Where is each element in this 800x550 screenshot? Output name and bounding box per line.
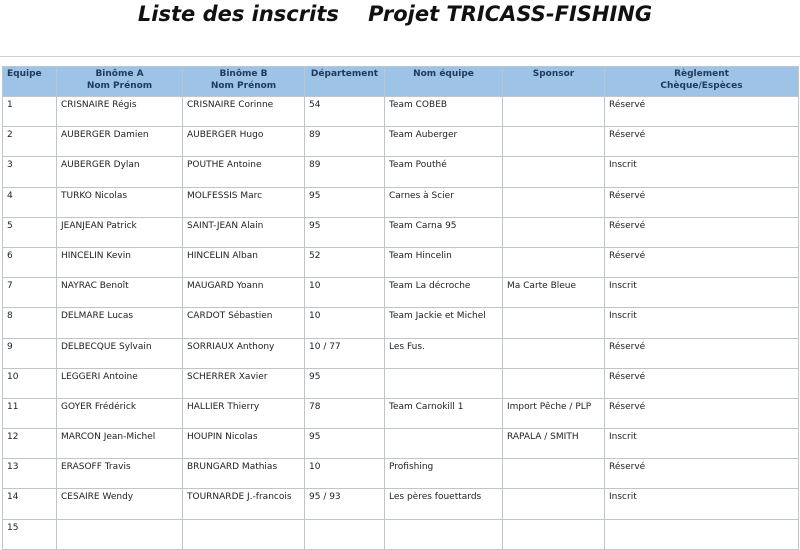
cell-equipe: 3 bbox=[3, 157, 57, 187]
cell-departement: 78 bbox=[305, 398, 385, 428]
cell-reglement: Inscrit bbox=[605, 489, 799, 519]
cell-equipe: 14 bbox=[3, 489, 57, 519]
table-header-row bbox=[3, 67, 799, 97]
cell-binome-a: AUBERGER Damien bbox=[57, 127, 183, 157]
cell-reglement: Réservé bbox=[605, 368, 799, 398]
cell-nom-equipe: Les pères fouettards bbox=[385, 489, 503, 519]
cell-reglement bbox=[605, 519, 799, 549]
cell-reglement: Inscrit bbox=[605, 278, 799, 308]
table-row bbox=[3, 368, 799, 398]
cell-nom-equipe: Team Pouthé bbox=[385, 157, 503, 187]
cell-nom-equipe: Team Auberger bbox=[385, 127, 503, 157]
header-sponsor bbox=[503, 67, 605, 97]
cell-sponsor bbox=[503, 97, 605, 127]
header-nom-equipe-label: Nom équipe bbox=[413, 69, 474, 79]
cell-binome-a: CRISNAIRE Régis bbox=[57, 97, 183, 127]
cell-departement: 95 bbox=[305, 429, 385, 459]
table-row bbox=[3, 519, 799, 549]
cell-sponsor bbox=[503, 338, 605, 368]
cell-nom-equipe: Team Jackie et Michel bbox=[385, 308, 503, 338]
cell-binome-b: AUBERGER Hugo bbox=[183, 127, 305, 157]
cell-sponsor bbox=[503, 217, 605, 247]
cell-reglement: Réservé bbox=[605, 338, 799, 368]
cell-departement: 10 bbox=[305, 459, 385, 489]
cell-nom-equipe: Team La décroche bbox=[385, 278, 503, 308]
cell-binome-b: CARDOT Sébastien bbox=[183, 308, 305, 338]
registrations-table bbox=[2, 66, 799, 550]
cell-equipe: 9 bbox=[3, 338, 57, 368]
table-row bbox=[3, 398, 799, 428]
cell-reglement: Réservé bbox=[605, 97, 799, 127]
cell-equipe: 10 bbox=[3, 368, 57, 398]
cell-reglement: Réservé bbox=[605, 247, 799, 277]
cell-sponsor bbox=[503, 157, 605, 187]
header-equipe bbox=[3, 67, 57, 97]
cell-nom-equipe: Team Carnokill 1 bbox=[385, 398, 503, 428]
table-row bbox=[3, 489, 799, 519]
cell-sponsor: Import Pêche / PLP bbox=[503, 398, 605, 428]
cell-binome-b: MAUGARD Yoann bbox=[183, 278, 305, 308]
cell-binome-b: MOLFESSIS Marc bbox=[183, 187, 305, 217]
cell-binome-b: CRISNAIRE Corinne bbox=[183, 97, 305, 127]
cell-binome-a: GOYER Frédérick bbox=[57, 398, 183, 428]
cell-departement: 95 bbox=[305, 368, 385, 398]
cell-sponsor: RAPALA / SMITH bbox=[503, 429, 605, 459]
cell-equipe: 1 bbox=[3, 97, 57, 127]
cell-equipe: 12 bbox=[3, 429, 57, 459]
cell-nom-equipe: Carnes à Scier bbox=[385, 187, 503, 217]
cell-departement: 95 bbox=[305, 187, 385, 217]
header-equipe-label: Equipe bbox=[7, 69, 42, 79]
cell-nom-equipe: Team COBEB bbox=[385, 97, 503, 127]
cell-nom-equipe: Team Carna 95 bbox=[385, 217, 503, 247]
cell-reglement: Inscrit bbox=[605, 429, 799, 459]
cell-binome-a: LEGGERI Antoine bbox=[57, 368, 183, 398]
cell-sponsor bbox=[503, 489, 605, 519]
cell-reglement: Réservé bbox=[605, 398, 799, 428]
cell-reglement: Inscrit bbox=[605, 157, 799, 187]
header-departement-label: Département bbox=[310, 69, 379, 79]
table-row bbox=[3, 127, 799, 157]
cell-binome-b: POUTHE Antoine bbox=[183, 157, 305, 187]
cell-sponsor bbox=[503, 187, 605, 217]
cell-binome-b: HOUPIN Nicolas bbox=[183, 429, 305, 459]
cell-departement: 89 bbox=[305, 127, 385, 157]
header-binome-b bbox=[183, 67, 305, 97]
cell-nom-equipe: Profishing bbox=[385, 459, 503, 489]
header-binome-a-line1: Binôme A bbox=[95, 69, 144, 79]
cell-binome-b: SAINT-JEAN Alain bbox=[183, 217, 305, 247]
cell-departement: 95 bbox=[305, 217, 385, 247]
table-row bbox=[3, 429, 799, 459]
cell-binome-b: HINCELIN Alban bbox=[183, 247, 305, 277]
cell-nom-equipe bbox=[385, 368, 503, 398]
cell-nom-equipe: Les Fus. bbox=[385, 338, 503, 368]
table-row bbox=[3, 157, 799, 187]
header-binome-a bbox=[57, 67, 183, 97]
cell-reglement: Réservé bbox=[605, 127, 799, 157]
cell-binome-a bbox=[57, 519, 183, 549]
cell-binome-b: BRUNGARD Mathias bbox=[183, 459, 305, 489]
cell-equipe: 15 bbox=[3, 519, 57, 549]
cell-binome-a: HINCELIN Kevin bbox=[57, 247, 183, 277]
cell-binome-b: SORRIAUX Anthony bbox=[183, 338, 305, 368]
header-reglement-line2: Chèque/Espèces bbox=[660, 81, 743, 91]
table-row bbox=[3, 338, 799, 368]
table-row bbox=[3, 97, 799, 127]
cell-sponsor bbox=[503, 368, 605, 398]
cell-binome-a: ERASOFF Travis bbox=[57, 459, 183, 489]
cell-binome-b bbox=[183, 519, 305, 549]
divider bbox=[0, 56, 800, 57]
table-row bbox=[3, 247, 799, 277]
cell-reglement: Réservé bbox=[605, 217, 799, 247]
cell-departement: 89 bbox=[305, 157, 385, 187]
table-row bbox=[3, 217, 799, 247]
cell-binome-a: AUBERGER Dylan bbox=[57, 157, 183, 187]
cell-binome-a: JEANJEAN Patrick bbox=[57, 217, 183, 247]
header-binome-b-line1: Binôme B bbox=[219, 69, 268, 79]
cell-departement: 95 / 93 bbox=[305, 489, 385, 519]
header-binome-b-line2: Nom Prénom bbox=[210, 81, 277, 91]
cell-binome-a: CESAIRE Wendy bbox=[57, 489, 183, 519]
header-reglement-line1: Règlement bbox=[674, 69, 729, 79]
cell-binome-b: TOURNARDE J.-francois bbox=[183, 489, 305, 519]
header-nom-equipe bbox=[385, 67, 503, 97]
cell-equipe: 2 bbox=[3, 127, 57, 157]
cell-departement: 10 / 77 bbox=[305, 338, 385, 368]
page-title: Liste des inscrits Projet TRICASS-FISHING bbox=[137, 2, 653, 26]
cell-equipe: 6 bbox=[3, 247, 57, 277]
cell-sponsor bbox=[503, 127, 605, 157]
table-row bbox=[3, 278, 799, 308]
cell-reglement: Réservé bbox=[605, 459, 799, 489]
cell-equipe: 8 bbox=[3, 308, 57, 338]
cell-departement bbox=[305, 519, 385, 549]
cell-binome-a: MARCON Jean-Michel bbox=[57, 429, 183, 459]
cell-nom-equipe: Team Hincelin bbox=[385, 247, 503, 277]
cell-sponsor bbox=[503, 308, 605, 338]
header-binome-a-line2: Nom Prénom bbox=[86, 81, 153, 91]
cell-sponsor: Ma Carte Bleue bbox=[503, 278, 605, 308]
cell-equipe: 11 bbox=[3, 398, 57, 428]
cell-binome-b: SCHERRER Xavier bbox=[183, 368, 305, 398]
cell-reglement: Inscrit bbox=[605, 308, 799, 338]
cell-equipe: 4 bbox=[3, 187, 57, 217]
cell-binome-b: HALLIER Thierry bbox=[183, 398, 305, 428]
cell-binome-a: DELBECQUE Sylvain bbox=[57, 338, 183, 368]
cell-nom-equipe bbox=[385, 519, 503, 549]
cell-equipe: 7 bbox=[3, 278, 57, 308]
cell-binome-a: DELMARE Lucas bbox=[57, 308, 183, 338]
cell-equipe: 13 bbox=[3, 459, 57, 489]
table-row bbox=[3, 459, 799, 489]
cell-binome-a: NAYRAC Benoît bbox=[57, 278, 183, 308]
cell-nom-equipe bbox=[385, 429, 503, 459]
cell-departement: 10 bbox=[305, 278, 385, 308]
header-sponsor-label: Sponsor bbox=[532, 69, 575, 79]
cell-departement: 10 bbox=[305, 308, 385, 338]
cell-reglement: Réservé bbox=[605, 187, 799, 217]
header-reglement bbox=[605, 67, 799, 97]
cell-departement: 52 bbox=[305, 247, 385, 277]
cell-sponsor bbox=[503, 247, 605, 277]
cell-sponsor bbox=[503, 459, 605, 489]
cell-binome-a: TURKO Nicolas bbox=[57, 187, 183, 217]
header-departement bbox=[305, 67, 385, 97]
cell-departement: 54 bbox=[305, 97, 385, 127]
cell-equipe: 5 bbox=[3, 217, 57, 247]
cell-sponsor bbox=[503, 519, 605, 549]
table-row bbox=[3, 308, 799, 338]
table-row bbox=[3, 187, 799, 217]
